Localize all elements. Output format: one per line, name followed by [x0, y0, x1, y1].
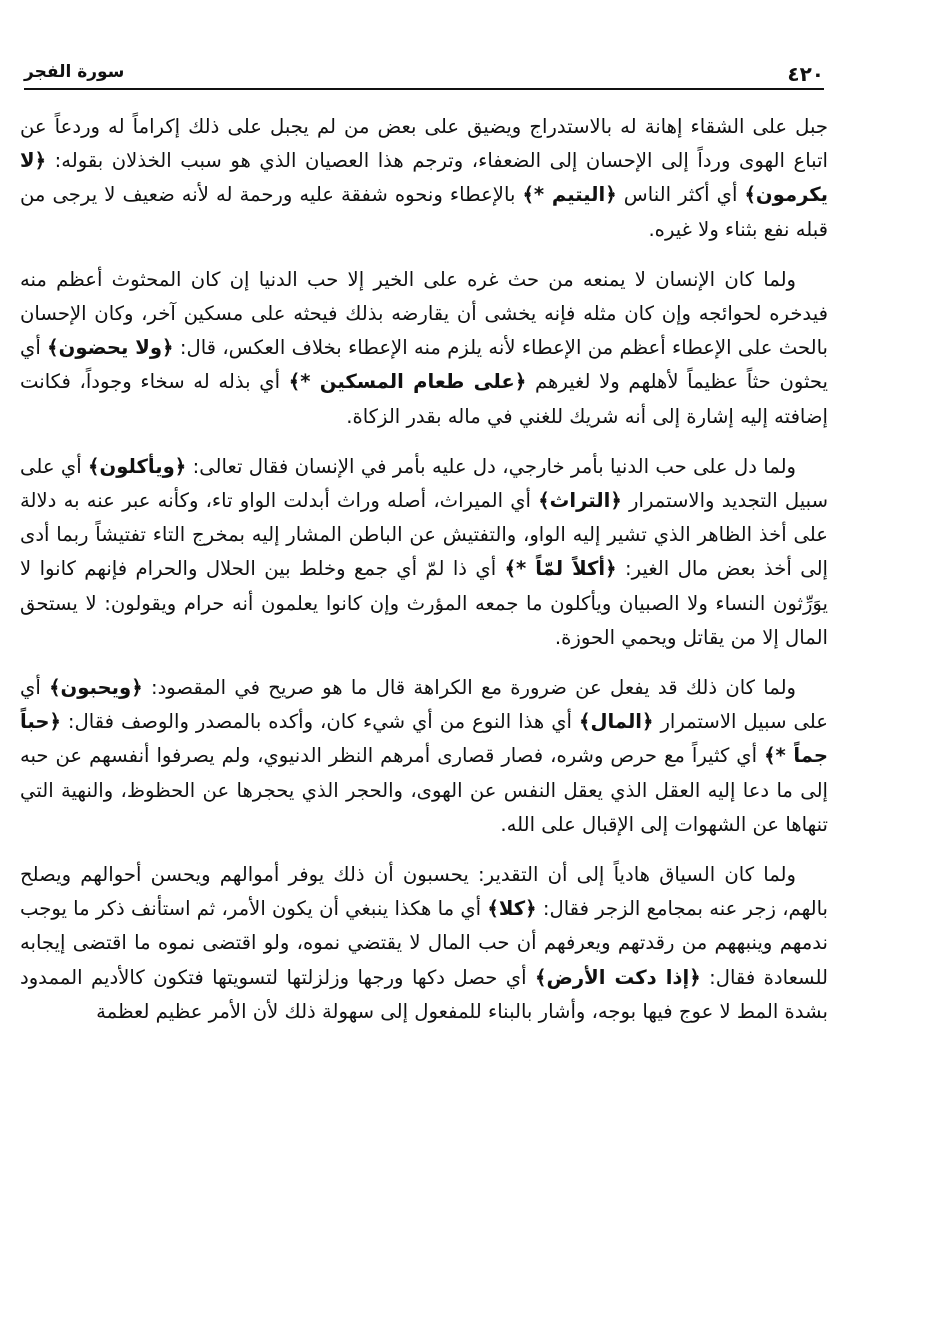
commentary-text: ولما كان ذلك قد يفعل عن ضرورة مع الكراهة قال ما هو صريح في المقصود:	[142, 676, 797, 700]
quran-verse-quote: ﴿اليتيم *﴾	[522, 183, 617, 207]
quran-verse-quote: ﴿ولا يحضون﴾	[47, 336, 174, 360]
page-body-text	[20, 110, 828, 1045]
quran-verse-quote: ﴿ويحبون﴾	[49, 676, 143, 700]
quran-verse-quote: ﴿حباً جماً *﴾	[20, 710, 828, 768]
paragraph	[20, 450, 828, 655]
commentary-text: أي ما هكذا ينبغي أن يكون الأمر، ثم استأنف ذكر ما يوجب ندمهم وينبههم من رقدتهم ويعرفهم أن حب المال لا يقتضي نموه، ولو اقتضى نموه ما اقتضى إيجابه للسعادة فقال:	[20, 897, 828, 989]
commentary-text: ولما كان السياق هادياً إلى أن التقدير: يحسبون أن ذلك يوفر أموالهم ويحسن أحوالهم ويصلح بالهم، زجر عنه بمجامع الزجر فقال:	[20, 863, 828, 921]
commentary-text: جبل على الشقاء إهانة له بالاستدراج ويضيق على بعض من لم يجبل على ذلك إكراماً له وردعاً عن اتباع الهوى ورداً إلى الإحسان إلى الضعفاء، وترجم هذا العصيان الذي هو سبب الخذلان بقوله:	[20, 115, 828, 173]
commentary-text: أي بذله له سخاء وجوداً، فكانت إضافته إليه إشارة إلى أنه شريك للغني في ماله بقدر الزكاة.	[20, 370, 828, 428]
commentary-text: بالإعطاء ونحوه شفقة عليه ورحمة له لأنه ضعيف لا يرجى من قبله نفع بثناء ولا غيره.	[20, 183, 828, 241]
commentary-text: أي على سبيل الاستمرار	[20, 676, 828, 734]
page-number: ٤٢٠	[787, 62, 824, 86]
commentary-text: ولما كان الإنسان لا يمنعه من حث غره على الخير إلا حب الدنيا إن كان المحثوث أعظم منه فيدخره لحوائجه وإن كان مثله فإنه يخشى أن يقارضه بذلك فيحثه على مسكين آخر، وكان الإحسان بالحث على الإعطاء أعظم من الإعطاء لأنه يلزم منه الإعطاء بخلاف العكس، قال:	[20, 267, 828, 360]
quran-verse-quote: ﴿التراث﴾	[538, 489, 622, 513]
commentary-text: أي يحثون حثاً عظيماً لأهلهم ولا لغيرهم	[20, 336, 828, 394]
quran-verse-quote: ﴿المال﴾	[578, 710, 654, 734]
paragraph	[20, 858, 828, 1029]
commentary-text: أي حصل دكها ورجها وزلزلتها لتسويتها فتكون كالأديم الممدود بشدة المط لا عوج فيها بوجه، وأشار بالبناء للمفعول إلى سهولة ذلك لأن الأمر عظيم لعظمة	[20, 965, 828, 1023]
quran-verse-quote: ﴿ويأكلون﴾	[88, 454, 187, 478]
page-header	[24, 58, 824, 90]
quran-verse-quote: ﴿كلا﴾	[487, 897, 537, 921]
quran-verse-quote: ﴿إذا دكت الأرض﴾	[535, 965, 701, 989]
quran-verse-quote: ﴿لا يكرمون﴾	[20, 149, 829, 207]
paragraph	[20, 671, 828, 842]
quran-verse-quote: ﴿أكلاً لمّاً *﴾	[504, 557, 617, 581]
quran-verse-quote: ﴿على طعام المسكين *﴾	[288, 370, 527, 394]
commentary-text: ولما دل على حب الدنيا بأمر خارجي، دل عليه بأمر في الإنسان فقال تعالى:	[186, 454, 796, 478]
commentary-text: أي هذا النوع من أي شيء كان، وأكده بالمصدر والوصف فقال:	[60, 710, 579, 734]
running-title: سورة الفجر	[24, 62, 125, 82]
commentary-text: أي ذا لمّ أي جمع وخلط بين الحلال والحرام فإنهم كانوا لا يوَرِّثون النساء ولا الصبيان ويأكلون ما جمعه المؤرث وإن كانوا يعلمون أنه حرام ويقولون: لا يستحق المال إلا من يقاتل ويحمي الحوزة.	[20, 557, 828, 649]
paragraph	[20, 263, 828, 434]
commentary-text: أي أكثر الناس	[616, 183, 745, 207]
commentary-text: أي الميراث، أصله وراث أبدلت الواو تاء، وكأنه عبر عنه به دلالة على أخذ الظاهر الذي تشير إليه الواو، والتفتيش عن الباطن المشار إليه بمخرج التاء تفتيشاً ربما أدى إلى أخذ بعض مال الغير:	[20, 489, 828, 581]
commentary-text: أي على سبيل التجديد والاستمرار	[20, 454, 828, 513]
paragraph	[20, 110, 828, 247]
commentary-text: أي كثيراً مع حرص وشره، فصار قصارى أمرهم النظر الدنيوي، ولم يصرفوا أنفسهم عن حبه إلى ما دعا إليه العقل الذي يعقل النفس عن الهوى، والحجر الذي يحجرها عن الحظوظ، والنهية التي تنهاها عن الشهوات إلى الإقبال على الله.	[20, 744, 828, 836]
